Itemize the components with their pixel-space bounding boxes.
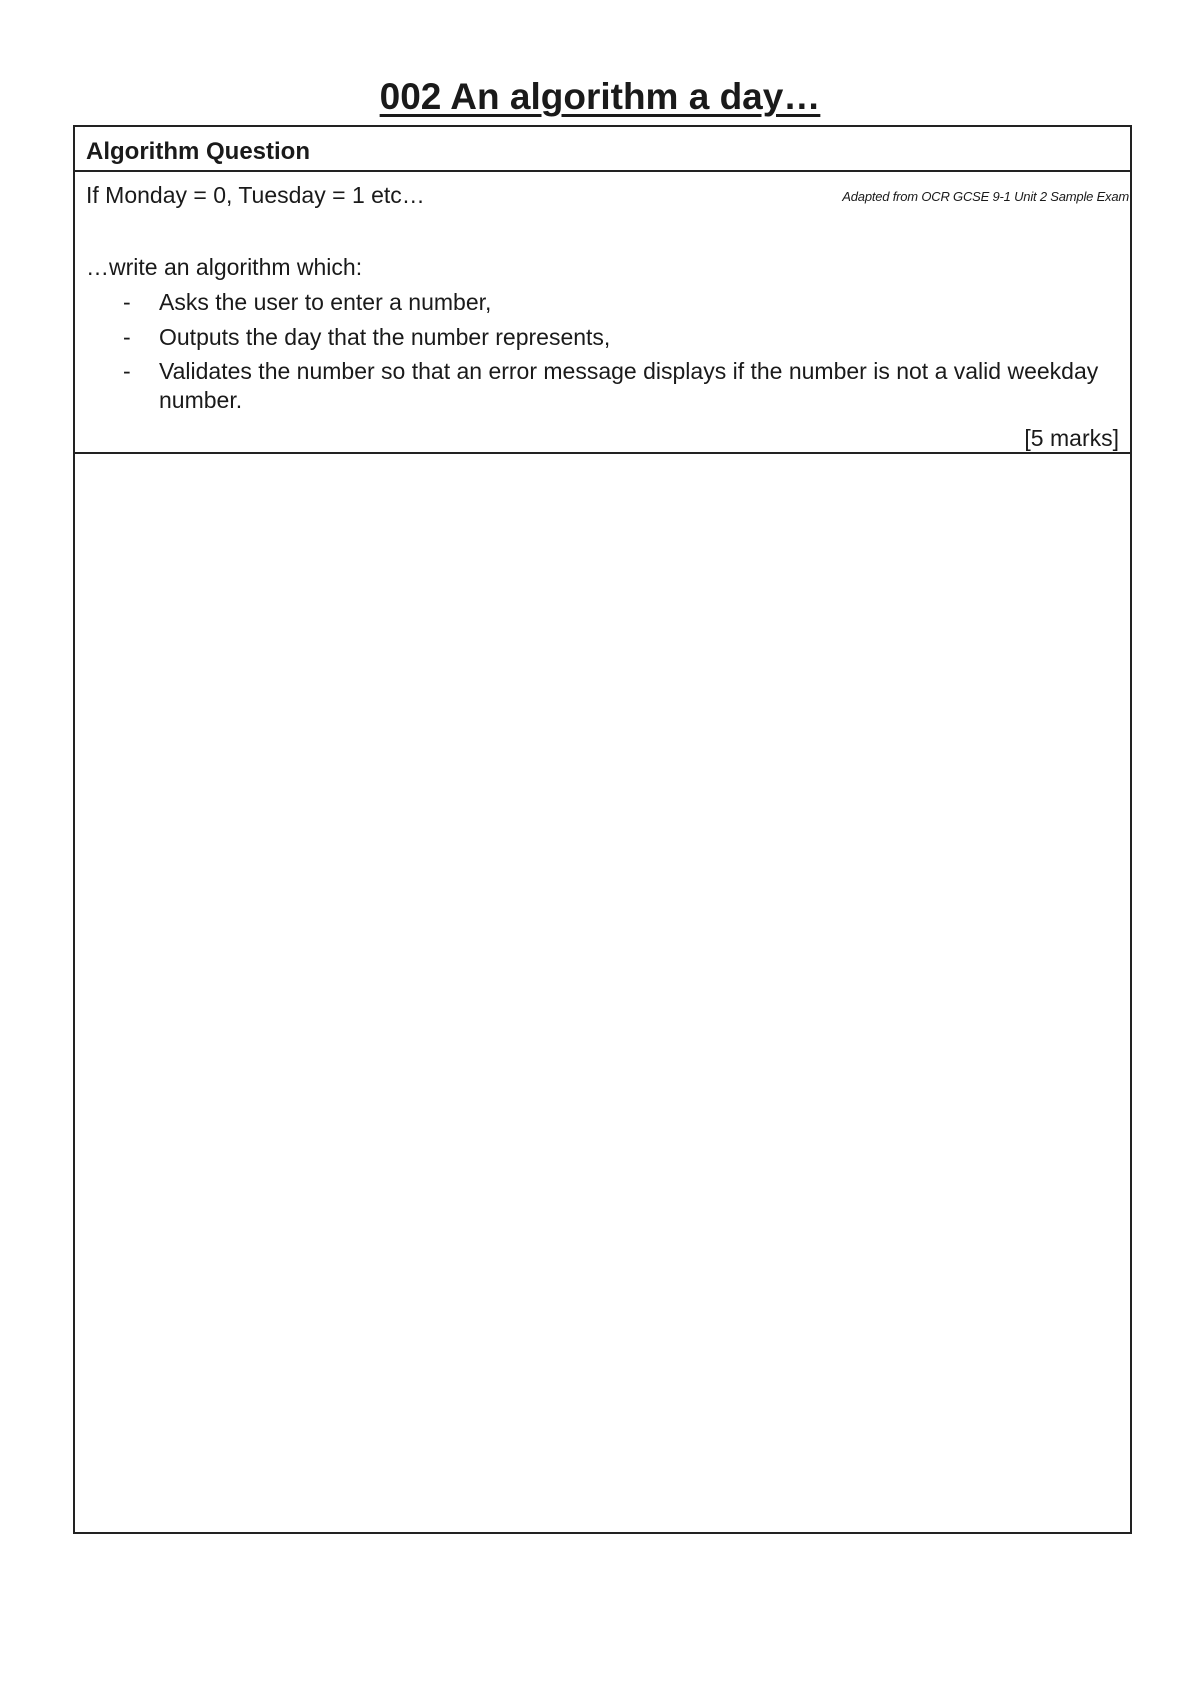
list-item: [123, 287, 1123, 317]
intro-text: If Monday = 0, Tuesday = 1 etc…: [86, 182, 425, 208]
question-body: [75, 172, 1130, 454]
answer-area[interactable]: [75, 454, 1130, 1532]
task-list: [123, 287, 1123, 420]
list-item-text: Asks the user to enter a number,: [159, 289, 492, 315]
source-note: Adapted from OCR GCSE 9-1 Unit 2 Sample Exam: [842, 189, 1129, 204]
list-item: [123, 357, 1123, 415]
lead-text: …write an algorithm which:: [86, 254, 363, 280]
list-dash: -: [123, 358, 131, 384]
question-header: Algorithm Question: [75, 127, 1130, 172]
question-box: [73, 125, 1132, 1534]
marks-label: [5 marks]: [1024, 425, 1119, 451]
list-dash: -: [123, 289, 131, 315]
page-title: 002 An algorithm a day…: [379, 76, 821, 117]
list-dash: -: [123, 324, 131, 350]
list-item-text: Validates the number so that an error message displays if the number is not a valid weekday number.: [159, 358, 1099, 413]
list-item: [123, 322, 1123, 352]
list-item-text: Outputs the day that the number represents,: [159, 324, 611, 350]
